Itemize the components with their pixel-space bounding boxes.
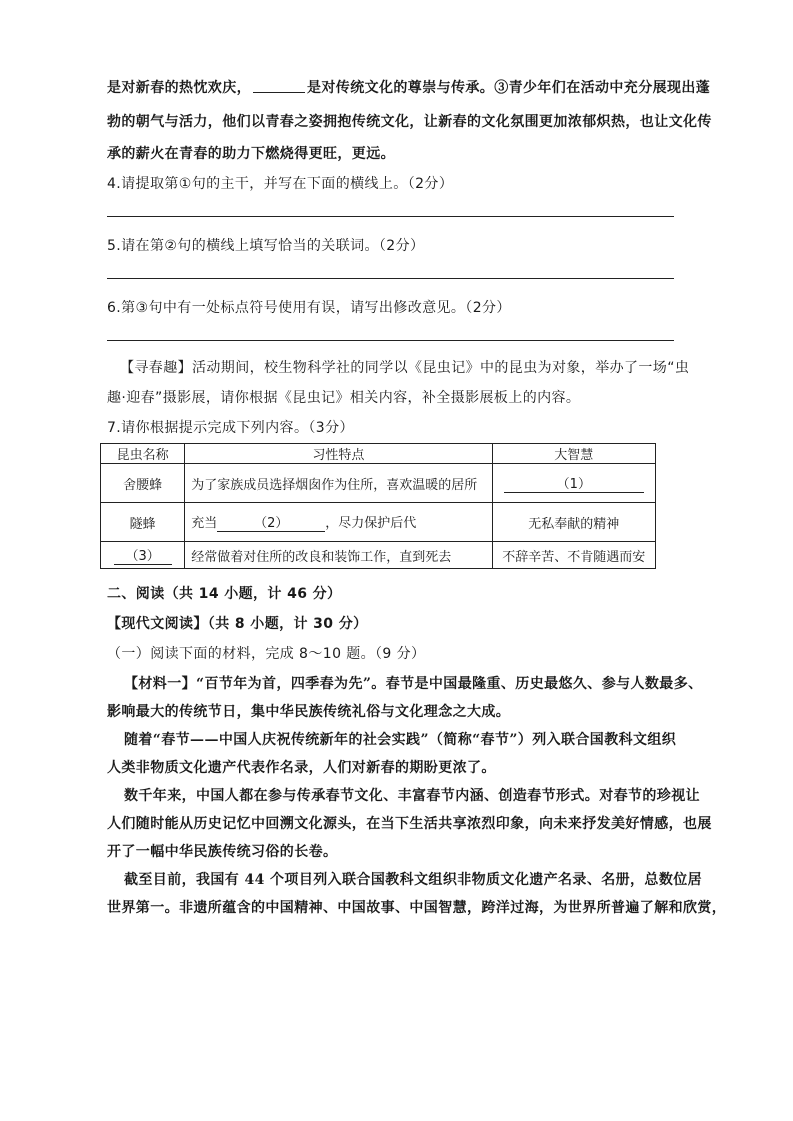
fill-blank-1: （1）: [504, 473, 644, 493]
insect-table: [100, 443, 656, 569]
material-para-1-line-2: 影响最大的传统节日，集中华民族传统礼俗与文化理念之大成。: [107, 704, 511, 720]
material-para-1-line-1: 【材料一】“百节年为首，四季春为先”。春节是中国最隆重、历史最悠久、参与人数最多、: [124, 676, 703, 692]
material-para-3-line-3: 开了一幅中华民族传统习俗的长卷。: [107, 844, 338, 860]
section-title: 二、阅读（共 14 小题，计 46 分）: [107, 586, 342, 602]
insect-wisdom-blank[interactable]: [492, 464, 655, 503]
insect-habit: [185, 503, 492, 542]
habit-prefix: 充当: [191, 516, 218, 531]
insect-intro-line-2: 趣·迎春”摄影展，请你根据《昆虫记》相关内容，补全摄影展板上的内容。: [107, 390, 581, 406]
insect-habit: 经常做着对住所的改良和装饰工作，直到死去: [185, 542, 492, 569]
insect-name-blank[interactable]: [101, 542, 185, 569]
passage-line-3: 承的薪火在青春的助力下燃烧得更旺，更远。: [107, 146, 395, 162]
table-row: [101, 503, 656, 542]
table-header: 习性特点: [185, 444, 492, 464]
table-row: [101, 464, 656, 503]
material-para-4-line-2: 世界第一。非遗所蕴含的中国精神、中国故事、中国智慧，跨洋过海，为世界所普遍了解和欣赏，: [107, 900, 727, 916]
table-header: 大智慧: [492, 444, 655, 464]
habit-suffix: ，尽力保护后代: [325, 516, 417, 531]
material-para-3-line-2: 人们随时能从历史记忆中回溯文化源头，在当下生活共享浓烈印象，向未来抒发美好情感，也展: [107, 816, 712, 832]
subsection-title: 【现代文阅读】（共 8 小题，计 30 分）: [107, 616, 368, 632]
material-para-4-line-1: 截至目前，我国有 44 个项目列入联合国教科文组织非物质文化遗产名录、名册，总数位居: [124, 872, 703, 888]
passage-text: 是对传统文化的尊崇与传承。③青少年们在活动中充分展现出蓬: [307, 80, 711, 96]
material-para-3-line-1: 数千年来，中国人都在参与传承春节文化、丰富春节内涵、创造春节形式。对春节的珍视让: [124, 788, 700, 804]
passage-line-1: [107, 78, 710, 98]
material-para-2-line-1: 随着“春节——中国人庆祝传统新年的社会实践”（简称“春节”）列入联合国教科文组织: [124, 732, 677, 748]
passage-text: 是对新春的热忱欢庆，: [107, 80, 251, 96]
table-header: 昆虫名称: [101, 444, 185, 464]
insect-habit: 为了家族成员选择烟囱作为住所，喜欢温暖的居所: [185, 464, 492, 503]
question-5: 5.请在第②句的横线上填写恰当的关联词。（2分）: [107, 238, 425, 254]
insect-name: 隧蜂: [101, 503, 185, 542]
question-4: 4.请提取第①句的主干，并写在下面的横线上。（2分）: [107, 176, 454, 192]
fill-blank-3: （3）: [114, 545, 172, 565]
table-row: [101, 542, 656, 569]
table-header-row: [101, 444, 656, 464]
answer-line-4[interactable]: [107, 216, 674, 217]
insect-wisdom: 无私奉献的精神: [492, 503, 655, 542]
answer-line-6[interactable]: [107, 340, 674, 341]
passage-line-2: 勃的朝气与活力，他们以青春之姿拥抱传统文化，让新春的文化氛围更加浓郁炽热，也让文化传: [107, 114, 712, 130]
part-title: （一）阅读下面的材料，完成 8～10 题。（9 分）: [107, 646, 426, 662]
question-6: 6.第③句中有一处标点符号使用有误，请写出修改意见。（2分）: [107, 300, 511, 316]
fill-blank-2[interactable]: （2）: [217, 512, 325, 532]
insect-name: 舍腰蜂: [101, 464, 185, 503]
insect-wisdom: 不辞辛苦、不肯随遇而安: [492, 542, 655, 569]
question-7: 7.请你根据提示完成下列内容。（3分）: [107, 420, 354, 436]
material-para-2-line-2: 人类非物质文化遗产代表作名录，人们对新春的期盼更浓了。: [107, 760, 496, 776]
answer-line-5[interactable]: [107, 278, 674, 279]
insect-intro-line-1: 【寻春趣】活动期间，校生物科学社的同学以《昆虫记》中的昆虫为对象，举办了一场“虫: [120, 360, 690, 376]
passage-blank[interactable]: [253, 78, 305, 93]
